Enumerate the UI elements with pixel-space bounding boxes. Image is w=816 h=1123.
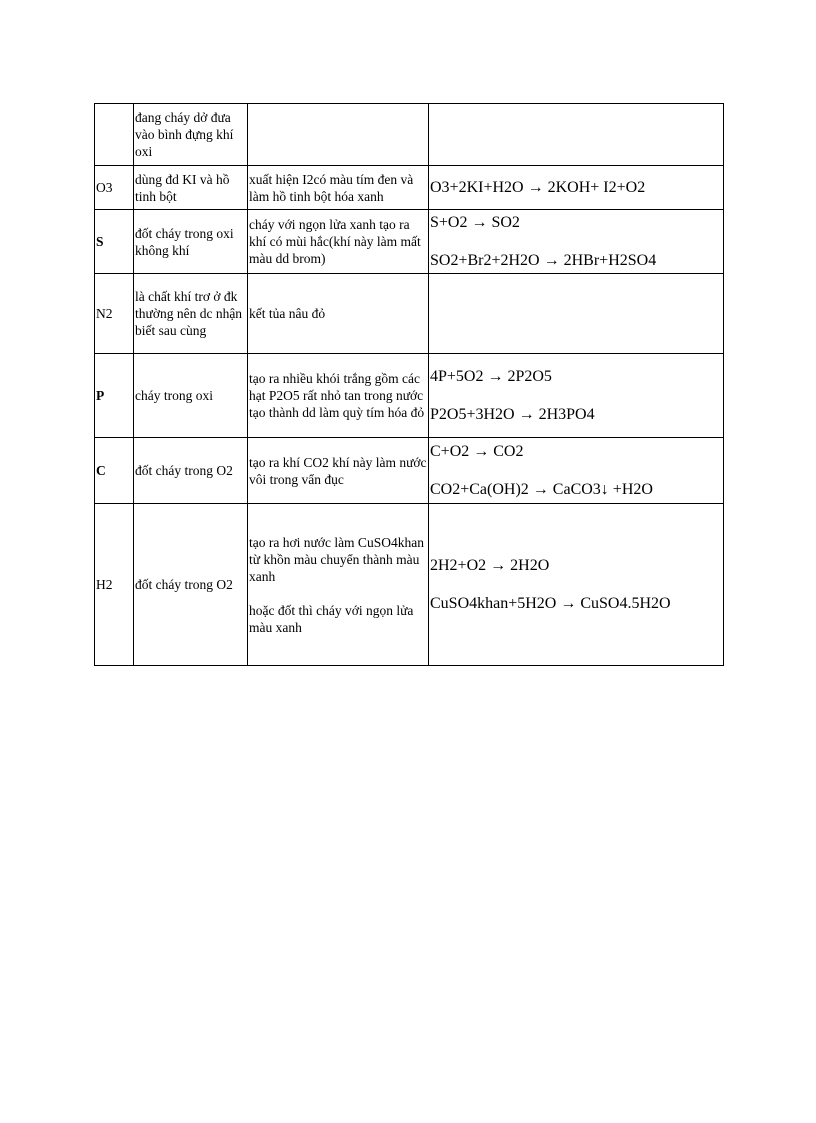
identify-cell: đốt cháy trong O2 (134, 438, 248, 504)
phenomenon-cell (248, 104, 429, 166)
equation-cell (429, 504, 724, 666)
equation-cell (429, 354, 724, 438)
identify-cell: dùng đd KI và hồ tinh bột (134, 166, 248, 210)
equation: 2H2+O2 → 2H2O (430, 556, 550, 574)
element-cell: H2 (95, 504, 134, 666)
phenomenon-text: hoặc đốt thì cháy với ngọn lửa màu xanh (249, 602, 414, 635)
equation: 4P+5O2 → 2P2O5 (430, 367, 552, 385)
equation-cell (429, 104, 724, 166)
phenomenon-cell: kết tủa nâu đỏ (248, 274, 429, 354)
element-cell: N2 (95, 274, 134, 354)
identify-cell: đốt cháy trong O2 (134, 504, 248, 666)
equation: O3+2KI+H2O → 2KOH+ I2+O2 (430, 178, 646, 196)
equation: C+O2 → CO2 (430, 442, 524, 460)
element-cell: S (95, 210, 134, 274)
element-cell (95, 104, 134, 166)
table-row (95, 166, 724, 210)
phenomenon-text: tạo ra hơi nước làm CuSO4khan từ khồn màu chuyển thành màu xanh (249, 534, 424, 584)
equation: CO2+Ca(OH)2 → CaCO3↓ +H2O (430, 480, 653, 498)
equation-cell (429, 274, 724, 354)
equation: SO2+Br2+2H2O → 2HBr+H2SO4 (430, 251, 657, 269)
reaction-table (94, 103, 724, 666)
element-cell: C (95, 438, 134, 504)
table-row (95, 354, 724, 438)
table-row (95, 504, 724, 666)
equation: P2O5+3H2O → 2H3PO4 (430, 405, 595, 423)
table-row (95, 274, 724, 354)
table-row (95, 438, 724, 504)
equation-cell (429, 438, 724, 504)
phenomenon-cell: tạo ra nhiều khói trắng gồm các hạt P2O5 rất nhỏ tan trong nước tạo thành dd làm quỳ tím hóa đỏ (248, 354, 429, 438)
phenomenon-cell: tạo ra khí CO2 khí này làm nước vôi trong vẩn đục (248, 438, 429, 504)
equation: S+O2 → SO2 (430, 213, 520, 231)
table-row (95, 104, 724, 166)
element-cell: O3 (95, 166, 134, 210)
phenomenon-cell (248, 504, 429, 666)
identify-cell: đang cháy dở đưa vào bình đựng khí oxi (134, 104, 248, 166)
phenomenon-cell: xuất hiện I2có màu tím đen và làm hồ tinh bột hóa xanh (248, 166, 429, 210)
equation-cell (429, 210, 724, 274)
identify-cell: cháy trong oxi (134, 354, 248, 438)
equation-cell (429, 166, 724, 210)
identify-cell: đốt cháy trong oxi không khí (134, 210, 248, 274)
phenomenon-cell: cháy với ngọn lửa xanh tạo ra khí có mùi hắc(khí này làm mất màu dd brom) (248, 210, 429, 274)
table-row (95, 210, 724, 274)
identify-cell: là chất khí trơ ở đk thường nên dc nhận biết sau cùng (134, 274, 248, 354)
element-cell: P (95, 354, 134, 438)
equation: CuSO4khan+5H2O → CuSO4.5H2O (430, 594, 671, 612)
